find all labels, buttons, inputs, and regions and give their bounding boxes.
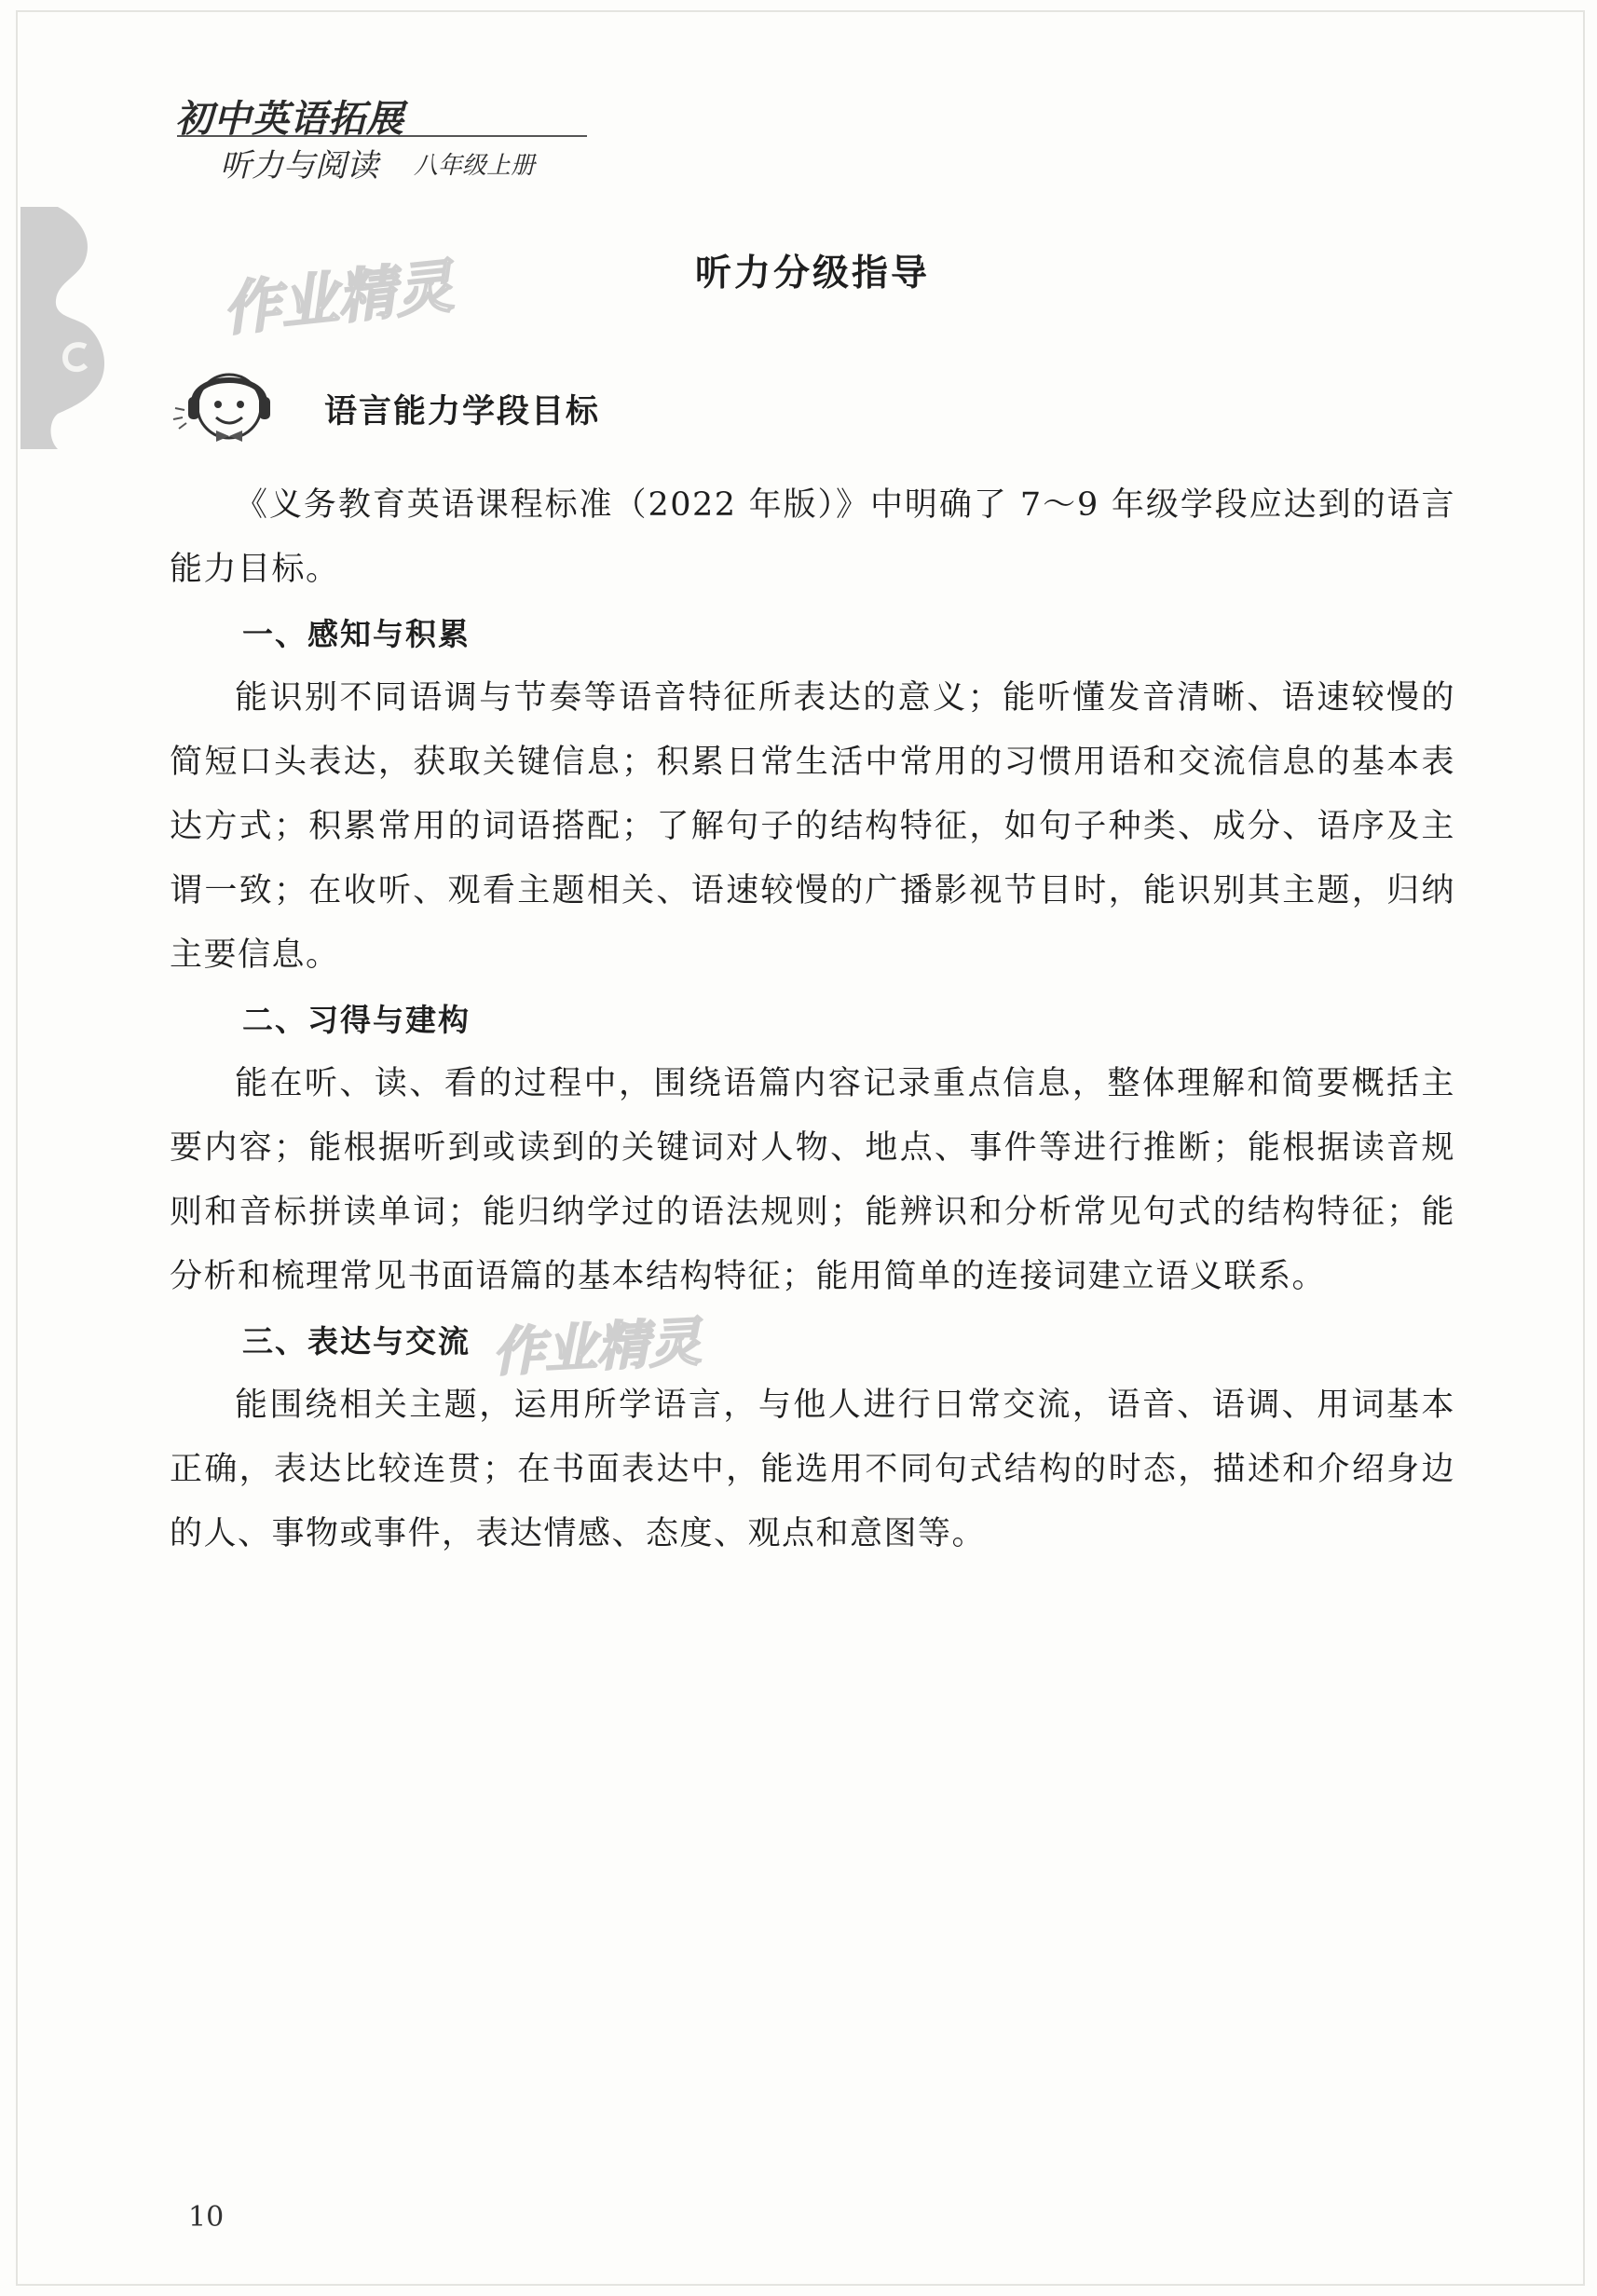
subsection-paragraph: 能在听、读、看的过程中，围绕语篇内容记录重点信息，整体理解和简要概括主要内容；能根据听到或读到的关键词对人物、地点、事件等进行推断；能根据读音规则和音标拼读单词；能归纳学过的语法规则；能辨识和分析常见句式的结构特征；能分析和梳理常见书面语篇的基本结构特征；能用简单的连接词建立语义联系。: [170, 1065, 1455, 1295]
headphones-smiley-icon: [164, 352, 294, 455]
subsection-paragraph: 能识别不同语调与节奏等语音特征所表达的意义；能听懂发音清晰、语速较慢的简短口头表达，获取关键信息；积累日常生活中常用的习惯用语和交流信息的基本表达方式；积累常用的词语搭配；了解句子的结构特征，如句子种类、成分、语序及主谓一致；在收听、观看主题相关、语速较慢的广播影视节目时，能识别其主题，归纳主要信息。: [170, 679, 1455, 974]
book-subtitle: 听力与阅读: [220, 147, 378, 184]
intro-paragraph: 《义务教育英语课程标准（2022 年版）》中明确了 7～9 年级学段应达到的语言能力目标。: [170, 486, 1455, 588]
book-title: 初中英语拓展: [175, 98, 404, 141]
subsection-title: 三、表达与交流: [242, 1323, 471, 1360]
scroll-ornament-icon: [20, 207, 123, 449]
section-heading: 语言能力学段目标: [324, 393, 601, 430]
book-grade: 八年级上册: [414, 152, 536, 180]
subsection-title: 二、习得与建构: [242, 1002, 471, 1038]
body-text: [170, 473, 1455, 1566]
watermark: 作业精灵: [219, 252, 457, 344]
watermark: 作业精灵: [490, 1312, 703, 1384]
header-rule: [177, 135, 587, 137]
subsection-title: 一、感知与积累: [242, 616, 471, 652]
subsection-paragraph: 能围绕相关主题，运用所学语言，与他人进行日常交流，语音、语调、用词基本正确，表达比较连贯；在书面表达中，能选用不同句式结构的时态，描述和介绍身边的人、事物或事件，表达情感、态度、观点和意图等。: [170, 1387, 1455, 1552]
page-number: 10: [188, 2201, 225, 2234]
page-title: 听力分级指导: [694, 253, 930, 294]
